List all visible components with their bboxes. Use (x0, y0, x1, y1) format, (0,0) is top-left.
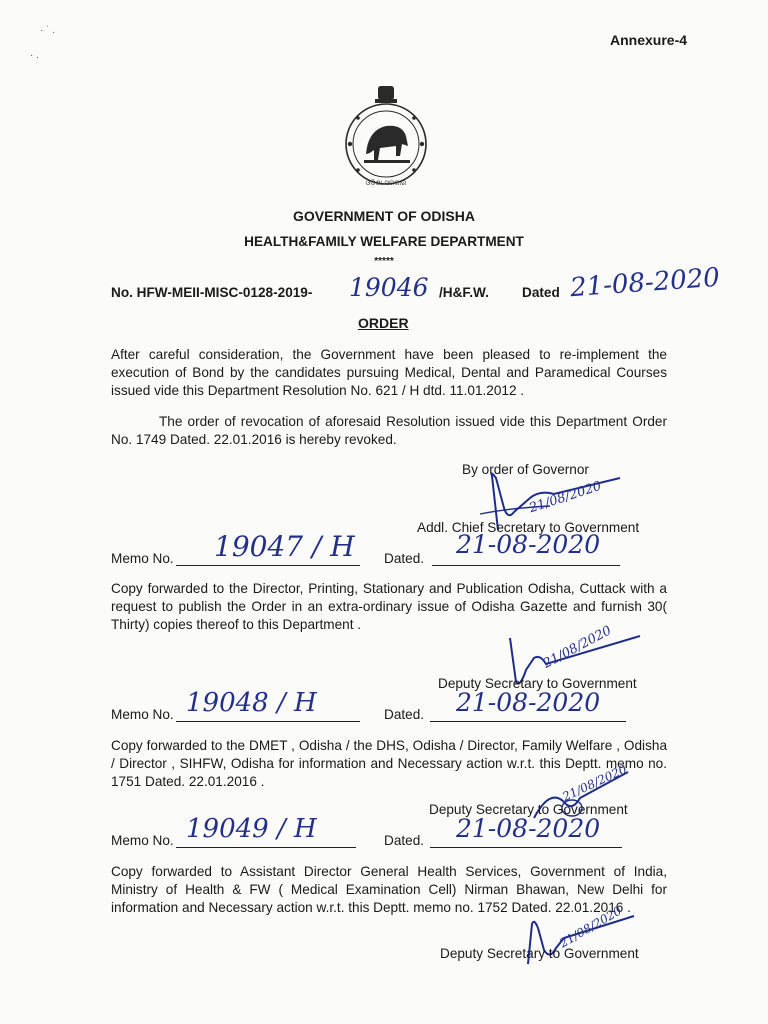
government-title: GOVERNMENT OF ODISHA (292, 208, 475, 224)
order-paragraph-2: The order of revocation of aforesaid Resolution issued vide this Department Order No. 1749 Dated. 22.01.2016 is hereby revoked. (111, 414, 667, 447)
memo-3-number-underline (176, 847, 356, 848)
scan-speck: · ˙ . (40, 25, 55, 36)
memo-3-number-handwritten: 19049 / H (186, 814, 317, 844)
memo-2-number-underline (176, 721, 360, 722)
department-title: HEALTH&FAMILY WELFARE DEPARTMENT (244, 234, 524, 249)
memo-2-date-handwritten: 21-08-2020 (456, 688, 601, 717)
annexure-label: Annexure-4 (610, 32, 688, 48)
deputy-secretary-sign-date-1: 21/08/2020 (540, 623, 615, 672)
reference-number-handwritten: 19046 (349, 273, 429, 302)
memo-3-dated-label: Dated. (384, 833, 425, 848)
odisha-emblem-seal (336, 82, 436, 192)
memo-1-date-handwritten: 21-08-2020 (456, 530, 601, 559)
by-order-of-governor: By order of Governor (462, 462, 589, 477)
memo-2-number-handwritten: 19048 / H (186, 688, 317, 718)
memo-1-number-underline (176, 565, 360, 566)
memo-1-date-underline (432, 565, 620, 566)
addl-chief-secretary-designation: Addl. Chief Secretary to Government (417, 520, 640, 535)
reference-suffix: /H&F.W. (439, 285, 489, 300)
memo-2-dated-label: Dated. (384, 707, 425, 722)
memo-1-dated-label: Dated. (384, 551, 425, 566)
memo-3-date-handwritten: 21-08-2020 (456, 814, 601, 843)
memo-2-label: Memo No. (111, 707, 174, 722)
order-paragraph-1: After careful consideration, the Government have been pleased to re-implement the execution of Bond by the candidates pursuing Medical, Dental and Paramedical Courses issued vide this Department Resolution No. 621 / H dtd. 11.01.2012 . (111, 347, 667, 398)
deputy-secretary-sign-date-3: 21/08/2020 (557, 903, 625, 951)
deputy-secretary-sign-date-2: 21/08/2020 (560, 762, 629, 804)
memo-1-text: Copy forwarded to the Director, Printing, Stationary and Publication Odisha, Cuttack with a request to publish the Order in an extra-ordinary issue of Odisha Gazette and furnish 30( Thirty) copies thereof to this Department . (111, 581, 667, 632)
memo-1-number-handwritten: 19047 / H (214, 530, 355, 563)
memo-3-label: Memo No. (111, 833, 174, 848)
reference-dated-label: Dated (522, 285, 560, 300)
seal-text: ଓଡ଼ିଶା ସରକାର (365, 179, 407, 187)
memo-3-date-underline (430, 847, 622, 848)
memo-2-date-underline (430, 721, 626, 722)
memo-3-text: Copy forwarded to Assistant Director General Health Services, Government of India, Ministry of Health & FW ( Medical Examination Cell) Nirman Bhawan, New Delhi for information and Necessary action w.r.t. this Deptt. memo no. 1752 Dated. 22.01.2016 . (111, 864, 667, 915)
memo-1-designation: Deputy Secretary to Government (438, 676, 637, 691)
addl-chief-secretary-sign-date: 21/08/2020 (527, 478, 604, 517)
scan-speck: · . (30, 50, 39, 61)
reference-prefix: No. HFW-MEII-MISC-0128-2019- (111, 285, 313, 300)
reference-date-handwritten: 21-08-2020 (569, 262, 721, 304)
memo-2-designation: Deputy Secretary to Government (429, 802, 628, 817)
memo-3-designation: Deputy Secretary to Government (440, 946, 639, 961)
order-title: ORDER (358, 315, 409, 331)
memo-1-label: Memo No. (111, 551, 174, 566)
header-stars: ***** (374, 256, 394, 267)
memo-2-text: Copy forwarded to the DMET , Odisha / the DHS, Odisha / Director, Family Welfare , Odisha / Director , SIHFW, Odisha for information and Necessary action w.r.t. this Deptt. memo no. 1751 Dated. 22.01.2016 . (111, 738, 667, 789)
